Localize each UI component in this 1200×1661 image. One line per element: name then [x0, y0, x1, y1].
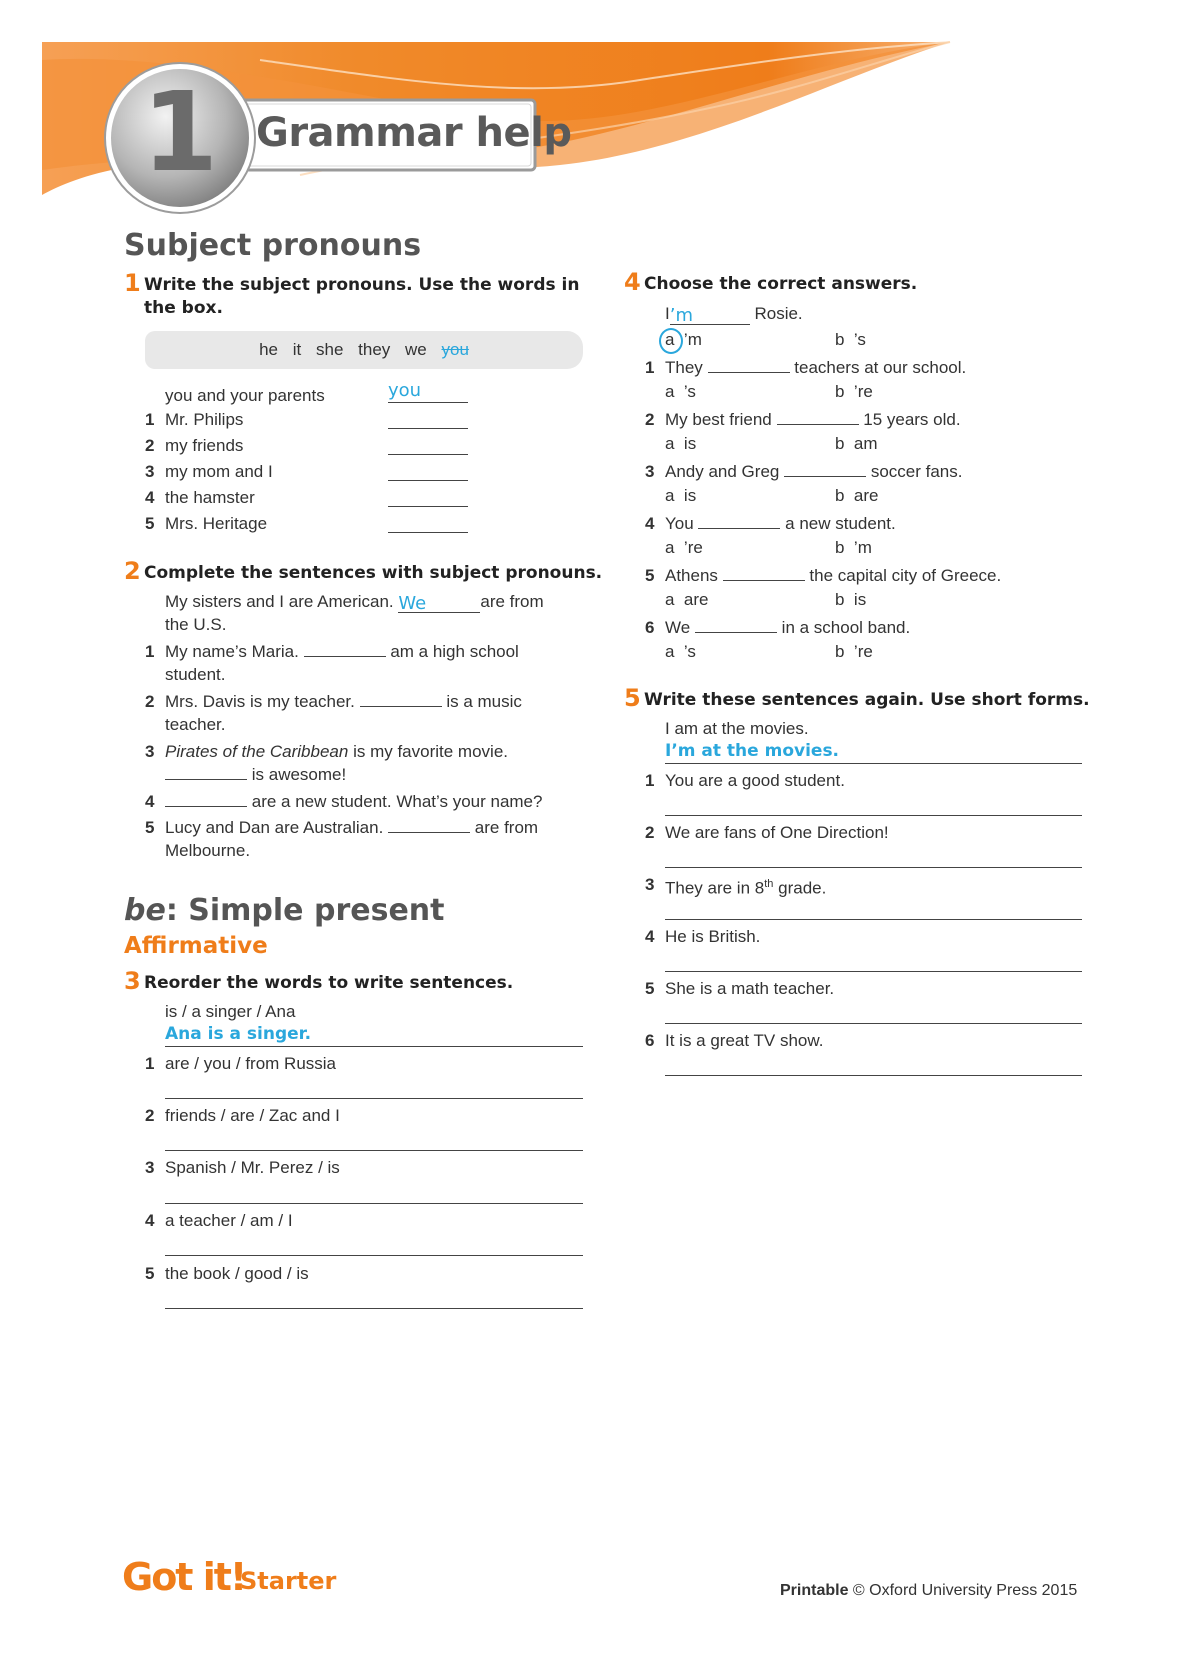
option-a[interactable]: a ’m — [665, 330, 702, 349]
list-item: Andy and Greg soccer fans. — [665, 462, 963, 481]
exercise-number: 2 — [124, 557, 141, 585]
list-item: my mom and I — [165, 462, 273, 481]
exercise-number: 5 — [624, 684, 641, 712]
answer-line[interactable] — [665, 1023, 1082, 1024]
list-item: Pirates of the Caribbean is my favorite movie. is awesome! — [165, 742, 508, 784]
list-item: Spanish / Mr. Perez / is — [165, 1158, 340, 1177]
list-item: She is a math teacher. — [665, 979, 835, 998]
answer-line[interactable] — [165, 1308, 583, 1309]
list-item: My name’s Maria. am a high school student. — [165, 642, 519, 684]
page-title: Grammar help — [256, 110, 572, 156]
exercise-instruction: Reorder the words to write sentences. — [144, 973, 514, 993]
example-answer: I’m at the movies. — [665, 741, 840, 761]
list-item: Mrs. Davis is my teacher. is a music teacher. — [165, 692, 522, 734]
example-answer: you — [388, 380, 422, 401]
word-box: he it she they we you — [145, 331, 583, 369]
unit-number: 1 — [141, 68, 219, 196]
answer-line[interactable] — [165, 1255, 583, 1256]
exercise-number: 1 — [124, 269, 141, 297]
answer-blank[interactable] — [388, 454, 468, 455]
answer-blank[interactable] — [695, 616, 777, 633]
example-prompt: is / a singer / Ana — [165, 1002, 296, 1021]
list-item: the book / good / is — [165, 1264, 309, 1283]
list-item: Mr. Philips — [165, 410, 244, 429]
answer-line[interactable] — [665, 971, 1082, 972]
answer-blank[interactable] — [388, 532, 468, 533]
answer-blank[interactable] — [708, 356, 790, 373]
list-item: Mrs. Heritage — [165, 514, 268, 533]
section-subtitle: Affirmative — [124, 933, 268, 959]
crossed-out-word: you — [441, 340, 469, 359]
copyright-notice: Printable © Oxford University Press 2015 — [780, 1582, 1078, 1599]
exercise-number: 3 — [124, 967, 141, 995]
option-b[interactable]: b am — [835, 434, 878, 453]
answer-line[interactable] — [165, 1203, 583, 1204]
example-item: you and your parents — [165, 386, 325, 405]
answer-line[interactable] — [665, 1075, 1082, 1076]
list-item: We are fans of One Direction! — [665, 823, 889, 842]
answer-blank[interactable] — [165, 763, 247, 780]
list-item: are / you / from Russia — [165, 1054, 337, 1073]
list-item: Athens the capital city of Greece. — [665, 566, 1002, 585]
list-item: a teacher / am / I — [165, 1211, 293, 1230]
example-answer: Ana is a singer. — [165, 1024, 312, 1044]
got-it-logo: Got it! — [122, 1555, 246, 1599]
list-item: They are in 8th grade. — [665, 878, 827, 898]
answer-blank[interactable] — [304, 640, 386, 657]
answer-line[interactable] — [665, 763, 1082, 764]
answer-blank[interactable] — [388, 506, 468, 507]
answer-line[interactable] — [665, 919, 1082, 920]
list-item: It is a great TV show. — [665, 1031, 824, 1050]
list-item: My best friend 15 years old. — [665, 410, 961, 429]
list-item: He is British. — [665, 927, 761, 946]
list-item: are a new student. What’s your name? — [165, 790, 585, 813]
answer-line[interactable] — [665, 867, 1082, 868]
list-item: They teachers at our school. — [665, 358, 967, 377]
answer-blank[interactable] — [360, 690, 442, 707]
exercise-instruction: Choose the correct answers. — [644, 274, 918, 294]
answer-blank[interactable] — [723, 564, 805, 581]
section-title-be-simple-present: be: Simple present — [124, 893, 445, 928]
list-item: We in a school band. — [665, 618, 911, 637]
option-b[interactable]: b ’re — [835, 382, 873, 401]
section-title-subject-pronouns: Subject pronouns — [124, 228, 422, 263]
option-a[interactable]: a ’s — [665, 642, 696, 661]
option-b[interactable]: b ’re — [835, 642, 873, 661]
list-item: You are a good student. — [665, 771, 845, 790]
answer-line[interactable] — [665, 815, 1082, 816]
option-a[interactable]: a ’re — [665, 538, 703, 557]
answer-line[interactable] — [165, 1046, 583, 1047]
option-b[interactable]: b is — [835, 590, 867, 609]
list-item: Lucy and Dan are Australian. are from Melbourne. — [165, 818, 539, 860]
answer-blank[interactable] — [784, 460, 866, 477]
answer-blank[interactable]: We — [398, 592, 480, 613]
answer-blank[interactable] — [777, 408, 859, 425]
option-a[interactable]: a is — [665, 486, 697, 505]
option-a[interactable]: a are — [665, 590, 709, 609]
list-item: my friends — [165, 436, 244, 455]
option-a[interactable]: a is — [665, 434, 697, 453]
answer-blank[interactable] — [388, 428, 468, 429]
answer-blank[interactable] — [165, 790, 247, 807]
answer-blank[interactable]: ’m — [670, 304, 750, 325]
answer-blank[interactable] — [388, 816, 470, 833]
list-item: You a new student. — [665, 514, 896, 533]
answer-line[interactable] — [165, 1098, 583, 1099]
option-b[interactable]: b are — [835, 486, 879, 505]
list-item: friends / are / Zac and I — [165, 1106, 340, 1125]
example-sentence: My sisters and I are American. We are from the U.S. — [165, 592, 544, 634]
answer-blank[interactable] — [388, 480, 468, 481]
exercise-instruction: Write these sentences again. Use short forms. — [644, 690, 1090, 710]
example-sentence: I’m Rosie. — [665, 304, 803, 326]
exercise-instruction: Write the subject pronouns. Use the words in the box. — [144, 275, 580, 318]
exercise-instruction: Complete the sentences with subject pronouns. — [144, 563, 603, 583]
answer-line[interactable] — [165, 1150, 583, 1151]
list-item: the hamster — [165, 488, 255, 507]
exercise-number: 4 — [624, 268, 641, 296]
level-label: Starter — [240, 1567, 337, 1595]
option-b[interactable]: b ’s — [835, 330, 866, 349]
option-a[interactable]: a ’s — [665, 382, 696, 401]
option-b[interactable]: b ’m — [835, 538, 872, 557]
example-prompt: I am at the movies. — [665, 719, 809, 738]
answer-blank[interactable] — [698, 512, 780, 529]
answer-blank[interactable] — [388, 380, 468, 403]
